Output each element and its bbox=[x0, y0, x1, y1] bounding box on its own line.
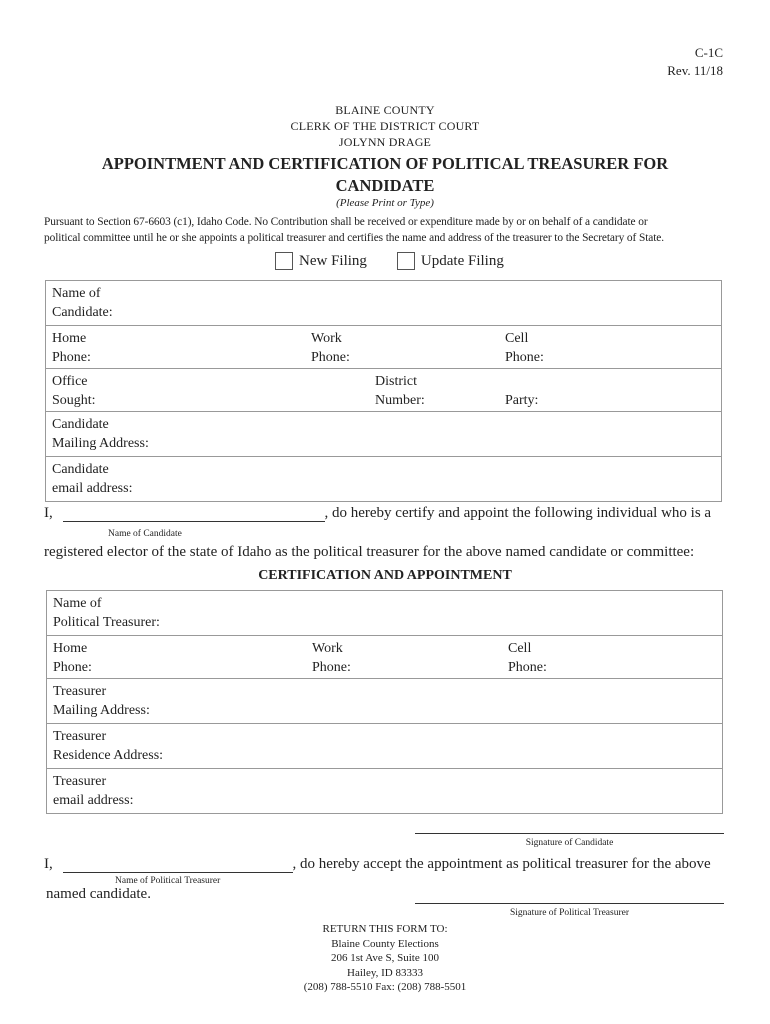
form-code: C-1C bbox=[694, 45, 723, 60]
return-city: Hailey, ID 83333 bbox=[347, 966, 423, 979]
district-label-2: Number: bbox=[375, 393, 425, 408]
office-sought-label-2: Sought: bbox=[52, 393, 96, 408]
treasurer-signature-line[interactable] bbox=[415, 903, 724, 904]
certify-suffix: , do hereby certify and appoint the following individual who is a bbox=[324, 505, 712, 521]
treasurer-name-caption: Name of Political Treasurer bbox=[115, 876, 221, 886]
certify-line-2: registered elector of the state of Idaho as the political treasurer for the above named candidate or committee: bbox=[44, 544, 695, 560]
candidate-name-caption: Name of Candidate bbox=[108, 529, 182, 539]
home-phone-field[interactable] bbox=[52, 329, 91, 367]
update-filing-option[interactable] bbox=[397, 252, 504, 270]
treasurer-name-label-1: Name of bbox=[53, 596, 102, 611]
work-phone-label-1: Work bbox=[311, 331, 342, 346]
candidate-name-label-1: Name of bbox=[52, 286, 101, 301]
treasurer-cell-phone-field[interactable] bbox=[508, 639, 547, 677]
treasurer-email-label-2: email address: bbox=[53, 793, 134, 808]
print-instruction: (Please Print or Type) bbox=[336, 197, 434, 209]
accept-prefix: I, bbox=[44, 856, 53, 872]
treasurer-residence-label-1: Treasurer bbox=[53, 729, 107, 744]
work-phone-label-2: Phone: bbox=[311, 350, 350, 365]
home-phone-label-2: Phone: bbox=[52, 350, 91, 365]
treasurer-work-label-2: Phone: bbox=[312, 660, 351, 675]
candidate-name-blank[interactable] bbox=[63, 507, 325, 522]
treasurer-email-label-1: Treasurer bbox=[53, 774, 107, 789]
treasurer-work-phone-field[interactable] bbox=[312, 639, 351, 677]
pursuant-notice bbox=[44, 214, 734, 246]
treasurer-name-field[interactable] bbox=[47, 591, 723, 636]
treasurer-home-label-2: Phone: bbox=[53, 660, 92, 675]
office-sought-field[interactable] bbox=[52, 372, 96, 410]
district-label-1: District bbox=[375, 374, 417, 389]
new-filing-label: New Filing bbox=[299, 252, 367, 269]
return-label: RETURN THIS FORM TO: bbox=[322, 923, 448, 935]
return-office: Blaine County Elections bbox=[331, 937, 439, 950]
accept-statement bbox=[44, 856, 711, 873]
accept-suffix: , do hereby accept the appointment as political treasurer for the above bbox=[292, 856, 711, 872]
treasurer-email-field[interactable] bbox=[47, 769, 723, 814]
return-phone: (208) 788-5510 Fax: (208) 788-5501 bbox=[303, 981, 467, 993]
candidate-email-label-1: Candidate bbox=[52, 462, 109, 477]
title-line-1: APPOINTMENT AND CERTIFICATION OF POLITICAL TREASURER FOR bbox=[101, 154, 669, 173]
clerk-name: JOLYNN DRAGE bbox=[338, 135, 432, 149]
treasurer-mailing-field[interactable] bbox=[47, 679, 723, 724]
new-filing-option[interactable] bbox=[275, 252, 367, 270]
cell-phone-label-2: Phone: bbox=[505, 350, 544, 365]
office-sought-label-1: Office bbox=[52, 374, 88, 389]
candidate-signature-caption: Signature of Candidate bbox=[525, 838, 614, 848]
filing-type bbox=[275, 252, 534, 270]
treasurer-residence-field[interactable] bbox=[47, 724, 723, 769]
candidate-email-field[interactable] bbox=[46, 457, 722, 502]
candidate-name-field[interactable] bbox=[46, 281, 722, 326]
title-line-2: CANDIDATE bbox=[335, 176, 435, 195]
office-row bbox=[46, 369, 722, 412]
treasurer-signature-caption: Signature of Political Treasurer bbox=[510, 908, 629, 918]
candidate-mailing-field[interactable] bbox=[46, 412, 722, 457]
treasurer-home-label-1: Home bbox=[53, 641, 88, 656]
candidate-mailing-label-1: Candidate bbox=[52, 417, 109, 432]
return-street: 206 1st Ave S, Suite 100 bbox=[331, 952, 439, 964]
pursuant-line-1: Pursuant to Section 67-6603 (c1), Idaho Code. No Contribution shall be received or expenditure made by or on behalf of a candidate or bbox=[44, 216, 648, 228]
party-label: Party: bbox=[505, 393, 539, 408]
treasurer-cell-label-2: Phone: bbox=[508, 660, 547, 675]
cell-phone-label-1: Cell bbox=[505, 331, 529, 346]
office-name: CLERK OF THE DISTRICT COURT bbox=[290, 119, 480, 133]
work-phone-field[interactable] bbox=[311, 329, 350, 367]
certification-heading: CERTIFICATION AND APPOINTMENT bbox=[258, 568, 512, 583]
candidate-email-label-2: email address: bbox=[52, 481, 133, 496]
treasurer-mailing-label-2: Mailing Address: bbox=[53, 703, 150, 718]
treasurer-name-label-2: Political Treasurer: bbox=[53, 615, 160, 630]
update-filing-label: Update Filing bbox=[420, 252, 504, 269]
treasurer-mailing-label-1: Treasurer bbox=[53, 684, 107, 699]
certify-statement bbox=[44, 505, 711, 522]
new-filing-checkbox[interactable] bbox=[275, 252, 293, 270]
treasurer-info-table bbox=[46, 590, 723, 814]
office-header bbox=[0, 102, 770, 150]
treasurer-residence-label-2: Residence Address: bbox=[53, 748, 164, 763]
accept-line-2: named candidate. bbox=[46, 886, 151, 902]
return-address bbox=[0, 922, 770, 995]
home-phone-label-1: Home bbox=[52, 331, 87, 346]
party-field[interactable] bbox=[505, 391, 538, 410]
candidate-phone-row bbox=[46, 326, 722, 369]
pursuant-line-2: political committee until he or she appoints a political treasurer and certifies the name and address of the treasurer to the Secretary of State. bbox=[44, 232, 664, 244]
form-code-block bbox=[667, 44, 723, 80]
treasurer-work-label-1: Work bbox=[312, 641, 343, 656]
update-filing-checkbox[interactable] bbox=[397, 252, 415, 270]
treasurer-phone-row bbox=[47, 636, 723, 679]
certify-prefix: I, bbox=[44, 505, 53, 521]
revision-date: Rev. 11/18 bbox=[667, 63, 723, 78]
candidate-name-label-2: Candidate: bbox=[52, 305, 113, 320]
candidate-info-table bbox=[45, 280, 722, 502]
treasurer-name-blank[interactable] bbox=[63, 858, 293, 873]
district-number-field[interactable] bbox=[375, 372, 425, 410]
county-name: BLAINE COUNTY bbox=[335, 103, 435, 117]
candidate-signature-line[interactable] bbox=[415, 833, 724, 834]
candidate-mailing-label-2: Mailing Address: bbox=[52, 436, 149, 451]
cell-phone-field[interactable] bbox=[505, 329, 544, 367]
treasurer-home-phone-field[interactable] bbox=[53, 639, 92, 677]
form-title bbox=[0, 153, 770, 197]
treasurer-cell-label-1: Cell bbox=[508, 641, 532, 656]
